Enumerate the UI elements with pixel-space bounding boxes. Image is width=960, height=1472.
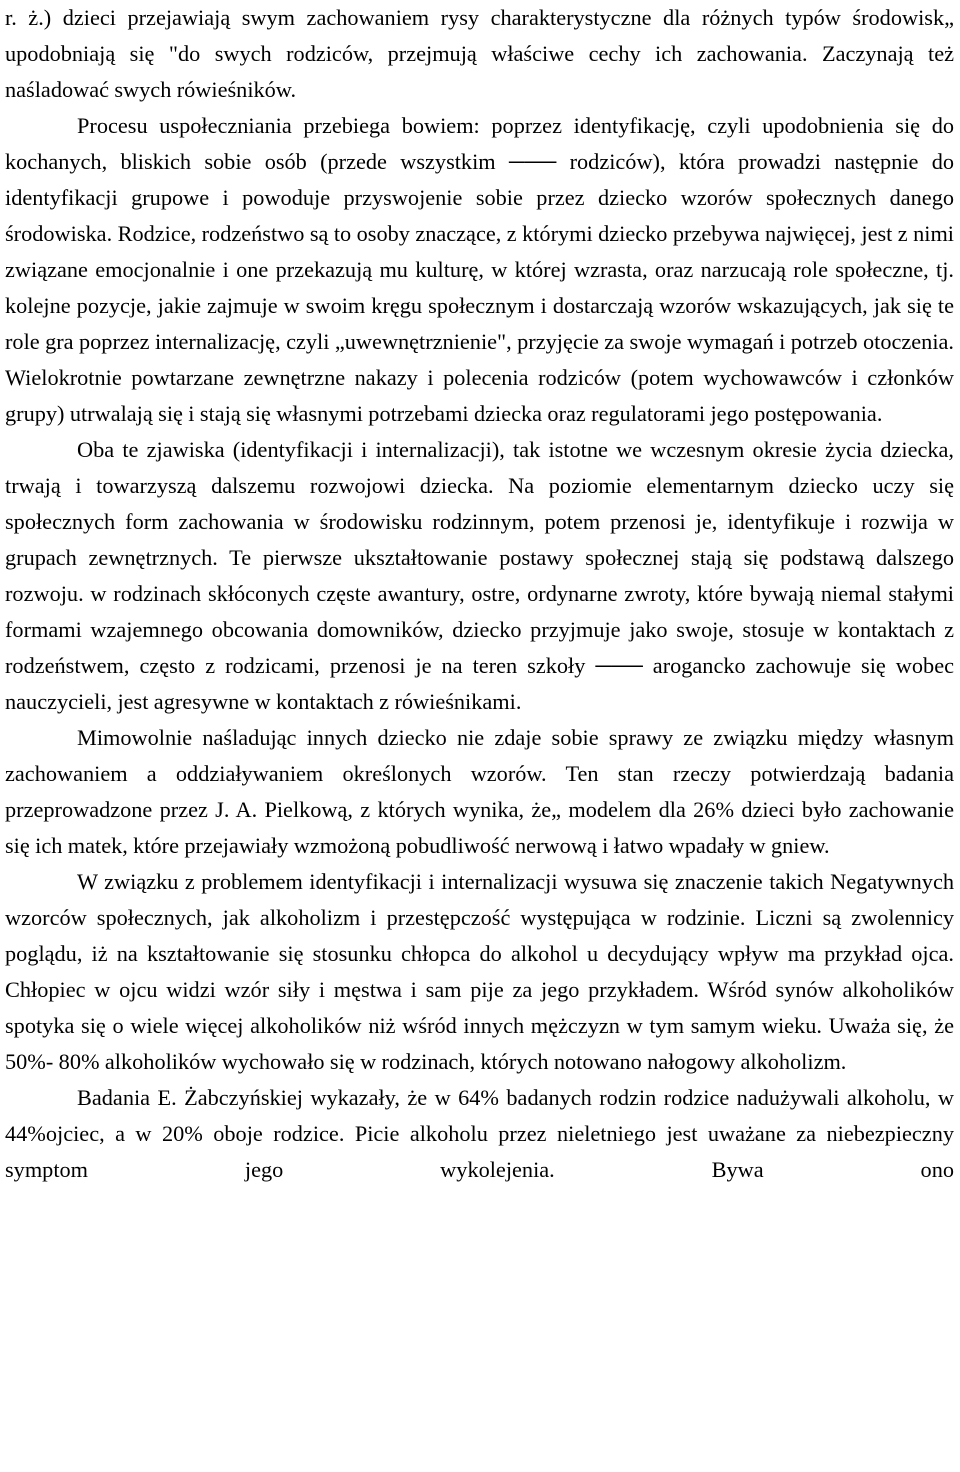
paragraph-2: Procesu uspołeczniania przebiega bowiem: poprzez identyfikację, czyli upodobnienia się do kochanych, bliskich sobie osób (przede wszystkim ─── rodziców), która prowadzi następnie do identyfikacji grupowe i powoduje przyswojenie sobie przez dziecko wzorów społecznych danego środowiska. Rodzice, rodzeństwo są to osoby znaczące, z którymi dziecko przebywa najwięcej, jest z nimi związane emocjonalnie i one przekazują mu kulturę, w której wzrasta, oraz narzucają role społeczne, tj. kolejne pozycje, jakie zajmuje w swoim kręgu społecznym i dostarczają wzorów wskazujących, jak się te role gra poprzez internalizację, czyli „uwewnętrznienie", przyjęcie za swoje wymagań i potrzeb otoczenia. Wielokrotnie powtarzane zewnętrzne nakazy i polecenia rodziców (potem wychowawców i członków grupy) utrwalają się i stają się własnymi potrzebami dziecka oraz regulatorami jego postępowania. bbox=[5, 113, 954, 426]
paragraph-4: Mimowolnie naśladując innych dziecko nie zdaje sobie sprawy ze związku między własnym zachowaniem a oddziaływaniem określonych wzorów. Ten stan rzeczy potwierdzają badania przeprowadzone przez J. A. Pielkową, z których wynika, że„ modelem dla 26% dzieci było zachowanie się ich matek, które przejawiały wzmożoną pobudliwość nerwową i łatwo wpadały w gniew. bbox=[5, 725, 954, 858]
paragraph-1: r. ż.) dzieci przejawiają swym zachowaniem rysy charakterystyczne dla różnych typów środowisk„ upodobniają się "do swych rodziców, przejmują właściwe cechy ich zachowania. Zaczynają też naśladować swych rówieśników. bbox=[5, 5, 954, 102]
paragraph-6: Badania E. Żabczyńskiej wykazały, że w 64% badanych rodzin rodzice nadużywali alkoholu, w 44%ojciec, a w 20% oboje rodzice. Picie alkoholu przez nieletniego jest uważane za niebezpieczny symptom jego wykolejenia. Bywa ono bbox=[5, 1085, 954, 1182]
paragraph-3: Oba te zjawiska (identyfikacji i internalizacji), tak istotne we wczesnym okresie życia dziecka, trwają i towarzyszą dalszemu rozwojowi dziecka. Na poziomie elementarnym dziecko uczy się społecznych form zachowania w środowisku rodzinnym, potem przenosi je, identyfikuje i rozwija w grupach zewnętrznych. Te pierwsze ukształtowanie postawy społecznej stają się podstawą dalszego rozwoju. w rodzinach skłóconych częste awantury, ostre, ordynarne zwroty, które bywają niemal stałymi formami wzajemnego obcowania domowników, dziecko przyjmuje jako swoje, stosuje w kontaktach z rodzeństwem, często z rodzicami, przenosi je na teren szkoły ─── arogancko zachowuje się wobec nauczycieli, jest agresywne w kontaktach z rówieśnikami. bbox=[5, 437, 954, 714]
paragraph-5: W związku z problemem identyfikacji i internalizacji wysuwa się znaczenie takich Negatywnych wzorców społecznych, jak alkoholizm i przestępczość występująca w rodzinie. Liczni są zwolennicy poglądu, iż na kształtowanie się stosunku chłopca do alkohol u decydujący wpływ ma przykład ojca. Chłopiec w ojcu widzi wzór siły i męstwa i sam pije za jego przykładem. Wśród synów alkoholików spotyka się o wiele więcej alkoholików niż wśród innych mężczyzn w tym samym wieku. Uważa się, że 50%- 80% alkoholików wychowało się w rodzinach, których notowano nałogowy alkoholizm. bbox=[5, 869, 954, 1074]
